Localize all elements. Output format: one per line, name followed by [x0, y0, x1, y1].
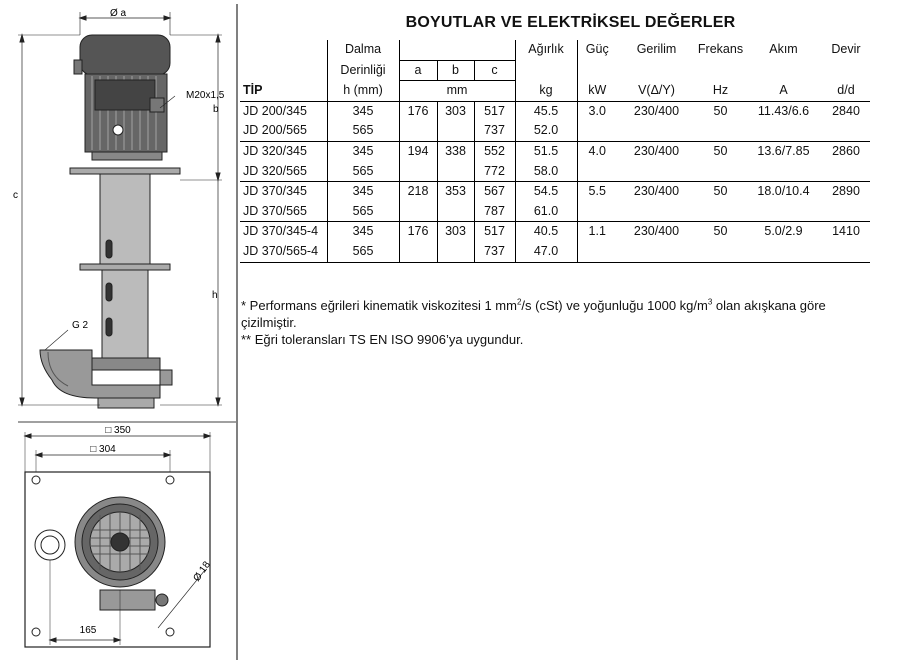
cell-kg: 40.5	[515, 222, 577, 242]
header-gerilim-2: V(Δ/Y)	[617, 81, 696, 102]
cell-amp: 18.0/10.4	[757, 184, 810, 199]
header-cell	[822, 60, 870, 81]
cell-kw	[577, 121, 617, 141]
cell-tip: JD 320/565	[240, 162, 327, 182]
header-akim-2: A	[745, 81, 822, 102]
cell-rpm: 2890	[832, 184, 860, 199]
cell-c: 567	[474, 182, 515, 202]
header-cell	[696, 60, 745, 81]
note1-sup-squared: 2	[516, 297, 522, 307]
header-b: b	[437, 60, 474, 81]
header-tip: TİP	[240, 81, 327, 102]
cell-a: 176	[399, 101, 437, 121]
note1-part-b: /s (cSt) ve yoğunluğu 1000 kg/m	[521, 298, 708, 313]
header-a: a	[399, 60, 437, 81]
cell-kw	[577, 242, 617, 262]
header-devir-1: Devir	[831, 42, 861, 57]
cell-rpm	[822, 162, 870, 182]
cell-kg: 52.0	[515, 121, 577, 141]
table-row	[240, 222, 870, 242]
cell-hz: 50	[713, 143, 728, 158]
header-guc-2: kW	[577, 81, 617, 102]
note-viscosity	[241, 297, 881, 331]
cell-rpm: 2840	[832, 103, 860, 118]
cell-b	[437, 121, 474, 141]
cell-v	[617, 121, 696, 141]
note1-part-c: olan akışkana göre çizilmiştir.	[241, 298, 826, 330]
header-cell	[617, 60, 696, 81]
header-cell	[577, 60, 617, 81]
pump-side-view	[18, 12, 222, 408]
header-c: c	[474, 60, 515, 81]
cell-a	[399, 242, 437, 262]
cell-b: 303	[437, 222, 474, 242]
cell-a: 218	[399, 182, 437, 202]
header-cell	[240, 60, 327, 81]
cell-a	[399, 121, 437, 141]
cell-kw: 4.0	[577, 141, 617, 161]
table-row	[240, 182, 870, 202]
spec-table	[240, 40, 870, 263]
plate-304-label: □ 304	[90, 444, 116, 455]
cell-amp	[745, 202, 822, 222]
header-agirlik-1: Ağırlık	[515, 40, 577, 60]
cell-v: 230/400	[633, 184, 680, 199]
header-devir-2: d/d	[822, 81, 870, 102]
cell-h: 565	[327, 162, 399, 182]
table-body	[240, 101, 870, 262]
cell-amp	[745, 162, 822, 182]
header-frekans-1: Frekans	[697, 42, 744, 57]
cell-v	[617, 242, 696, 262]
cell-tip: JD 370/345	[243, 184, 307, 199]
cell-b: 338	[437, 141, 474, 161]
cell-h: 345	[327, 222, 399, 242]
cell-b: 353	[437, 182, 474, 202]
table-header	[240, 40, 870, 101]
cell-kg: 58.0	[515, 162, 577, 182]
cell-b	[437, 242, 474, 262]
cell-h: 345	[327, 141, 399, 161]
table-row	[240, 141, 870, 161]
table-row	[240, 162, 870, 182]
cell-v: 230/400	[633, 143, 680, 158]
cell-tip: JD 370/345-4	[243, 224, 319, 239]
cell-kw	[577, 162, 617, 182]
cell-kg: 54.5	[515, 182, 577, 202]
cell-amp	[745, 242, 822, 262]
cell-h: 565	[327, 121, 399, 141]
note1-part-a: * Performans eğrileri kinematik viskozitesi 1 mm	[241, 298, 517, 313]
header-guc-1: Güç	[577, 40, 617, 60]
cell-amp: 13.6/7.85	[757, 143, 810, 158]
header-cell	[240, 40, 327, 60]
dim-b-label: b	[213, 104, 219, 115]
cell-c: 552	[474, 141, 515, 161]
cell-kw	[577, 202, 617, 222]
header-gerilim-1: Gerilim	[636, 42, 677, 57]
header-cell	[515, 60, 577, 81]
cell-h: 565	[327, 202, 399, 222]
header-dalma-3: h (mm)	[327, 81, 399, 102]
cell-kg: 51.5	[515, 141, 577, 161]
cell-c: 737	[474, 242, 515, 262]
plate-350-label: □ 350	[105, 425, 131, 436]
cell-c: 737	[474, 121, 515, 141]
header-cell	[474, 40, 515, 60]
offset-165-label: 165	[79, 625, 97, 636]
cell-h: 565	[327, 242, 399, 262]
cell-a	[399, 162, 437, 182]
pump-top-view	[25, 432, 210, 647]
cell-hz: 50	[713, 224, 728, 239]
header-akim-1: Akım	[769, 42, 798, 57]
section-title: BOYUTLAR VE ELEKTRİKSEL DEĞERLER	[405, 14, 736, 31]
cell-amp: 11.43/6.6	[757, 103, 810, 118]
header-cell	[437, 40, 474, 60]
cell-kg: 47.0	[515, 242, 577, 262]
cell-kg: 45.5	[515, 101, 577, 121]
table-row	[240, 121, 870, 141]
cell-v	[617, 202, 696, 222]
outlet-label: G 2	[72, 320, 89, 331]
header-mm: mm	[399, 81, 515, 102]
table-row	[240, 242, 870, 262]
cell-kw: 1.1	[577, 222, 617, 242]
cell-c: 772	[474, 162, 515, 182]
cell-amp: 5.0/2.9	[764, 224, 803, 239]
dim-c-label: c	[13, 190, 18, 201]
cell-hz: 50	[713, 103, 728, 118]
cell-kw: 5.5	[577, 182, 617, 202]
cell-kg: 61.0	[515, 202, 577, 222]
cell-b	[437, 162, 474, 182]
table-row	[240, 202, 870, 222]
cell-rpm	[822, 202, 870, 222]
cell-rpm	[822, 121, 870, 141]
header-agirlik-2: kg	[515, 81, 577, 102]
cell-hz	[696, 162, 745, 182]
cell-hz: 50	[713, 184, 728, 199]
cell-tip: JD 200/345	[243, 103, 307, 118]
cell-hz	[696, 202, 745, 222]
cell-c: 517	[474, 101, 515, 121]
cell-tip: JD 370/565-4	[240, 242, 327, 262]
pump-technical-drawing	[0, 0, 240, 662]
footnotes	[241, 297, 881, 348]
hole-diameter-label: Ø 18	[191, 559, 213, 584]
note-tolerance: ** Eğri toleransları TS EN ISO 9906’ya uygundur.	[241, 332, 524, 347]
cell-a: 176	[399, 222, 437, 242]
thread-label: M20x1,5	[186, 90, 225, 101]
cell-h: 345	[327, 182, 399, 202]
cell-amp	[745, 121, 822, 141]
cell-c: 787	[474, 202, 515, 222]
dim-a-label: Ø a	[109, 8, 127, 19]
cell-a	[399, 202, 437, 222]
cell-rpm: 2860	[832, 143, 860, 158]
table-row	[240, 101, 870, 121]
cell-v: 230/400	[633, 224, 680, 239]
cell-tip: JD 200/565	[240, 121, 327, 141]
cell-hz	[696, 242, 745, 262]
cell-b	[437, 202, 474, 222]
cell-rpm	[822, 242, 870, 262]
dim-h-label: h	[212, 290, 218, 301]
cell-hz	[696, 121, 745, 141]
cell-tip: JD 320/345	[243, 143, 307, 158]
cell-h: 345	[327, 101, 399, 121]
cell-v	[617, 162, 696, 182]
header-frekans-2: Hz	[696, 81, 745, 102]
cell-v: 230/400	[633, 103, 680, 118]
cell-a: 194	[399, 141, 437, 161]
cell-rpm: 1410	[832, 224, 860, 239]
header-cell	[745, 60, 822, 81]
header-dalma-1: Dalma	[327, 40, 399, 60]
cell-c: 517	[474, 222, 515, 242]
cell-b: 303	[437, 101, 474, 121]
cell-tip: JD 370/565	[240, 202, 327, 222]
cell-kw: 3.0	[577, 101, 617, 121]
header-dalma-2: Derinliği	[327, 60, 399, 81]
note1-sup-cubed: 3	[707, 297, 713, 307]
header-cell	[399, 40, 437, 60]
